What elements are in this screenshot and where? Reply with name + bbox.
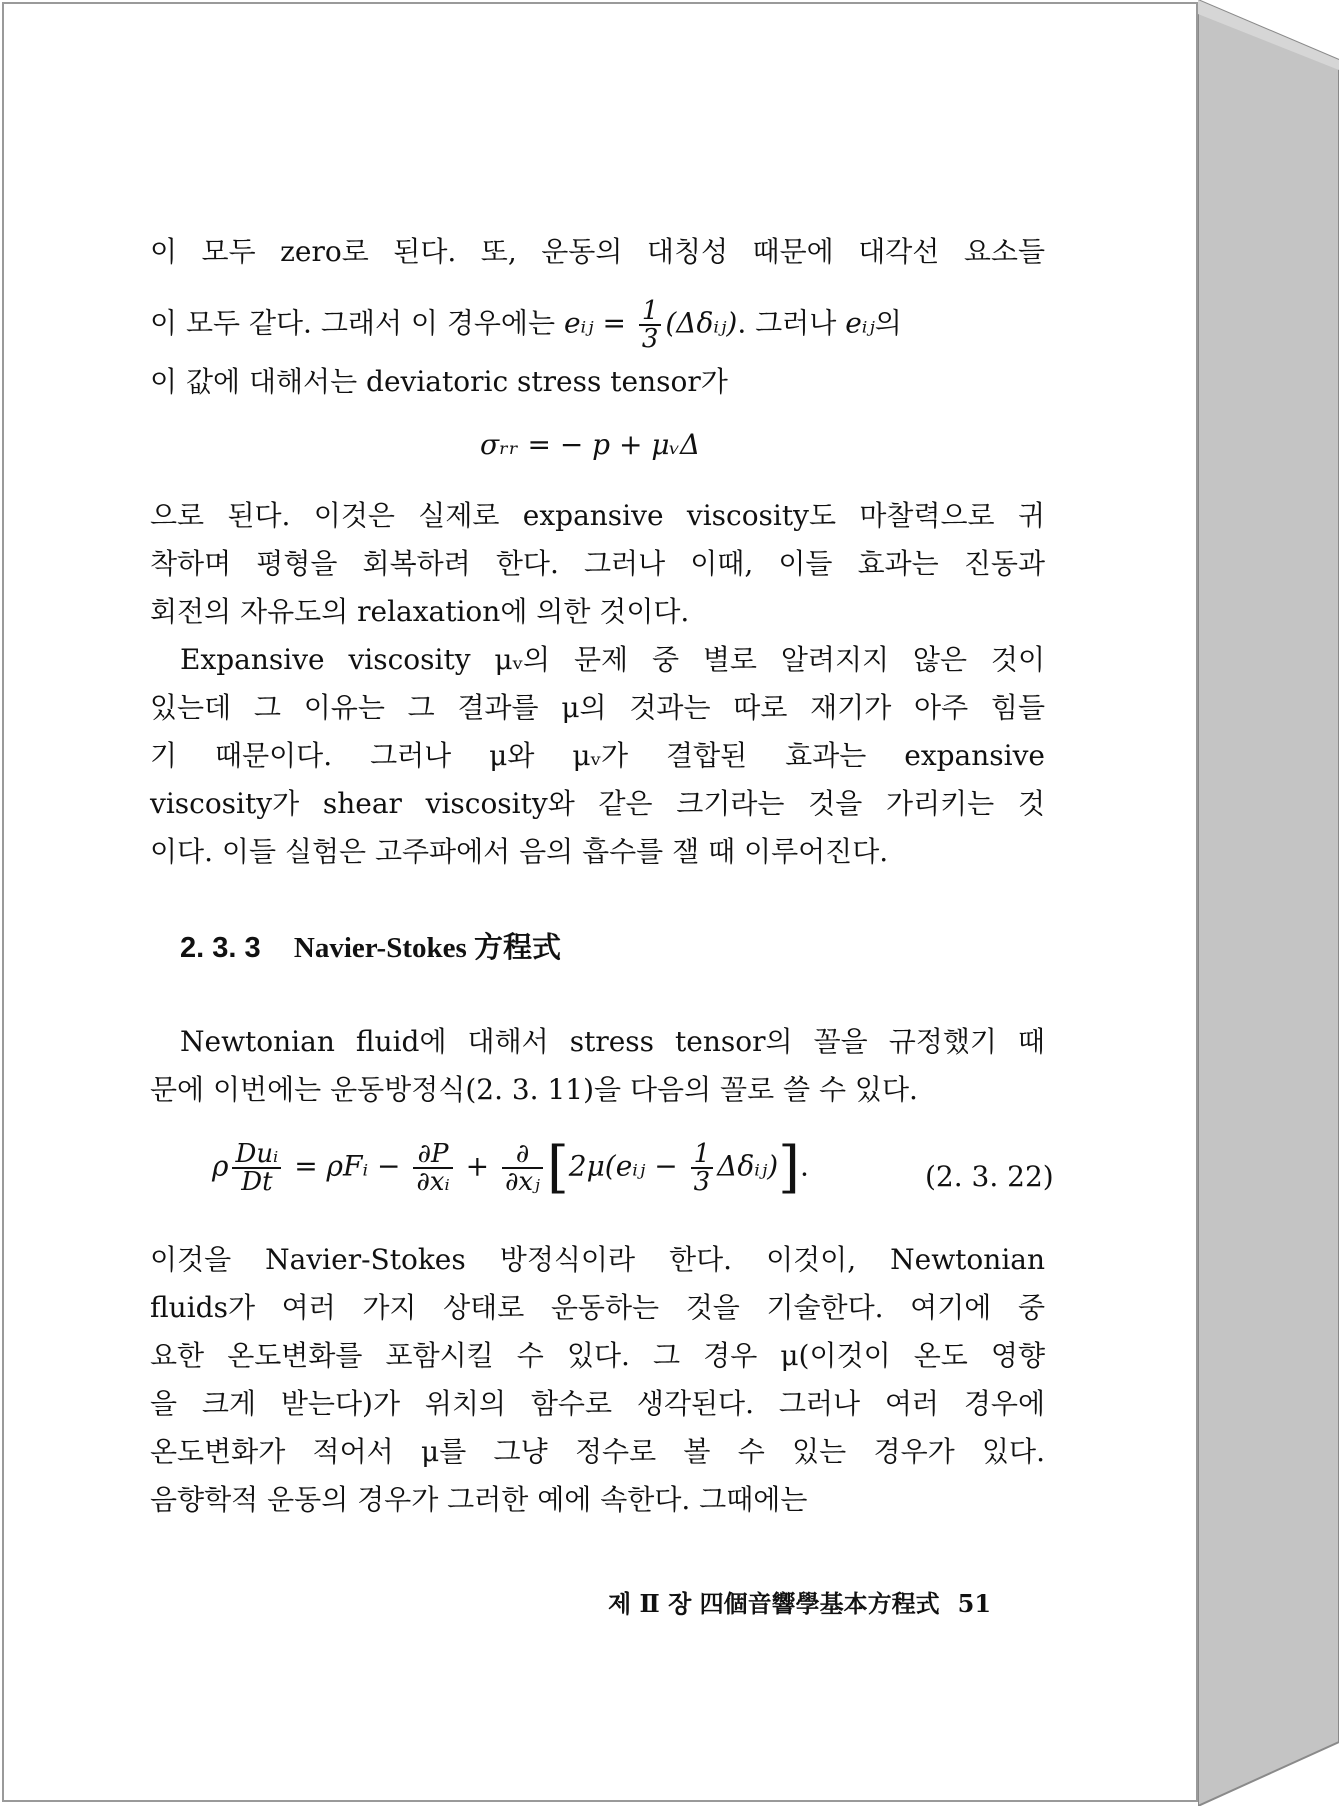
left-bracket: [	[546, 1135, 569, 1200]
text-line: 기 때문이다. 그러나 μ와 μᵥ가 결합된 효과는 expansive	[150, 739, 1045, 772]
text-fragment: . 그러나	[737, 306, 837, 340]
math-rho: ρ	[212, 1149, 229, 1183]
denominator: 3	[693, 1167, 711, 1197]
text-line: 착하며 평형을 회복하려 한다. 그러나 이때, 이들 효과는 진동과	[150, 547, 1045, 580]
denominator: ∂xⱼ	[504, 1167, 540, 1197]
fraction-du-dt	[232, 1141, 281, 1195]
book-spine	[1198, 0, 1339, 1806]
text-line: 온도변화가 적어서 μ를 그냥 정수로 볼 수 있는 경우가 있다.	[150, 1435, 1045, 1468]
numerator: ∂	[502, 1141, 543, 1169]
book-page	[2, 2, 1198, 1802]
denominator: Dt	[241, 1167, 273, 1197]
fraction-dp-dxi	[413, 1141, 452, 1195]
math-body-force: = ρFᵢ −	[285, 1149, 410, 1183]
text-line: Newtonian fluid에 대해서 stress tensor의 꼴을 규정했기 때	[180, 1025, 1045, 1058]
section-title: Navier-Stokes 方程式	[293, 932, 562, 964]
right-bracket: ]	[778, 1135, 801, 1200]
text-line: 요한 온도변화를 포함시킬 수 있다. 그 경우 μ(이것이 온도 영향	[150, 1339, 1045, 1372]
page-footer	[608, 1584, 991, 1619]
fraction-one-third	[691, 1141, 714, 1195]
math-plus: +	[456, 1149, 498, 1183]
math-equals: =	[593, 306, 635, 340]
denominator: 3	[641, 324, 659, 354]
chapter-title: 제 Ⅱ 장 四個音響學基本方程式	[608, 1589, 940, 1618]
text-line-with-formula	[150, 298, 1045, 352]
text-line: 이다. 이들 실험은 고주파에서 음의 흡수를 잴 때 이루어진다.	[150, 835, 889, 868]
numerator: ∂P	[413, 1141, 452, 1169]
text-line: 이 값에 대해서는 deviatoric stress tensor가	[150, 365, 728, 398]
numerator: Duᵢ	[232, 1141, 281, 1169]
numerator: 1	[691, 1141, 714, 1169]
math-inner-end: Δδᵢⱼ)	[717, 1149, 779, 1183]
text-line: 회전의 자유도의 relaxation에 의한 것이다.	[150, 595, 690, 628]
text-line: 으로 된다. 이것은 실제로 expansive viscosity도 마찰력으로 귀	[150, 499, 1045, 532]
math-period: .	[800, 1149, 809, 1183]
text-line: 문에 이번에는 운동방정식(2. 3. 11)을 다음의 꼴로 쓸 수 있다.	[150, 1073, 918, 1106]
text-line: 을 크게 받는다)가 위치의 함수로 생각된다. 그러나 여러 경우에	[150, 1387, 1045, 1420]
text-line: Expansive viscosity μᵥ의 문제 중 별로 알려지지 않은 것이	[180, 643, 1045, 676]
text-fragment: 의	[874, 306, 902, 340]
numerator: 1	[639, 298, 662, 326]
text-line: 있는데 그 이유는 그 결과를 μ의 것과는 따로 재기가 아주 힘들	[150, 691, 1045, 724]
math-eij: eᵢⱼ	[845, 306, 875, 340]
text-line: 음향학적 운동의 경우가 그러한 예에 속한다. 그때에는	[150, 1483, 808, 1516]
fraction-one-third	[639, 298, 662, 352]
text-fragment: 이 모두 같다. 그래서 이 경우에는	[150, 306, 556, 340]
denominator: ∂xᵢ	[416, 1167, 450, 1197]
text-line: fluids가 여러 가지 상태로 운동하는 것을 기술한다. 여기에 중	[150, 1291, 1045, 1324]
text-line: viscosity가 shear viscosity와 같은 크기라는 것을 가리키는 것	[150, 787, 1045, 820]
navier-stokes-equation	[212, 1135, 809, 1200]
math-inner: 2μ(eᵢⱼ −	[568, 1149, 687, 1183]
section-number: 2. 3. 3	[180, 932, 261, 964]
fraction-d-dxj	[502, 1141, 543, 1195]
page-number: 51	[957, 1589, 992, 1618]
math-eij: eᵢⱼ	[563, 306, 594, 340]
formula-sigma-rr: σᵣᵣ = − p + μᵥΔ	[480, 428, 701, 461]
math-delta-term: (Δδᵢⱼ)	[665, 306, 738, 340]
equation-number: (2. 3. 22)	[925, 1160, 1054, 1193]
text-line: 이 모두 zero로 된다. 또, 운동의 대칭성 때문에 대각선 요소들	[150, 235, 1045, 268]
text-line: 이것을 Navier-Stokes 방정식이라 한다. 이것이, Newtonian	[150, 1243, 1045, 1276]
section-heading	[180, 925, 561, 966]
